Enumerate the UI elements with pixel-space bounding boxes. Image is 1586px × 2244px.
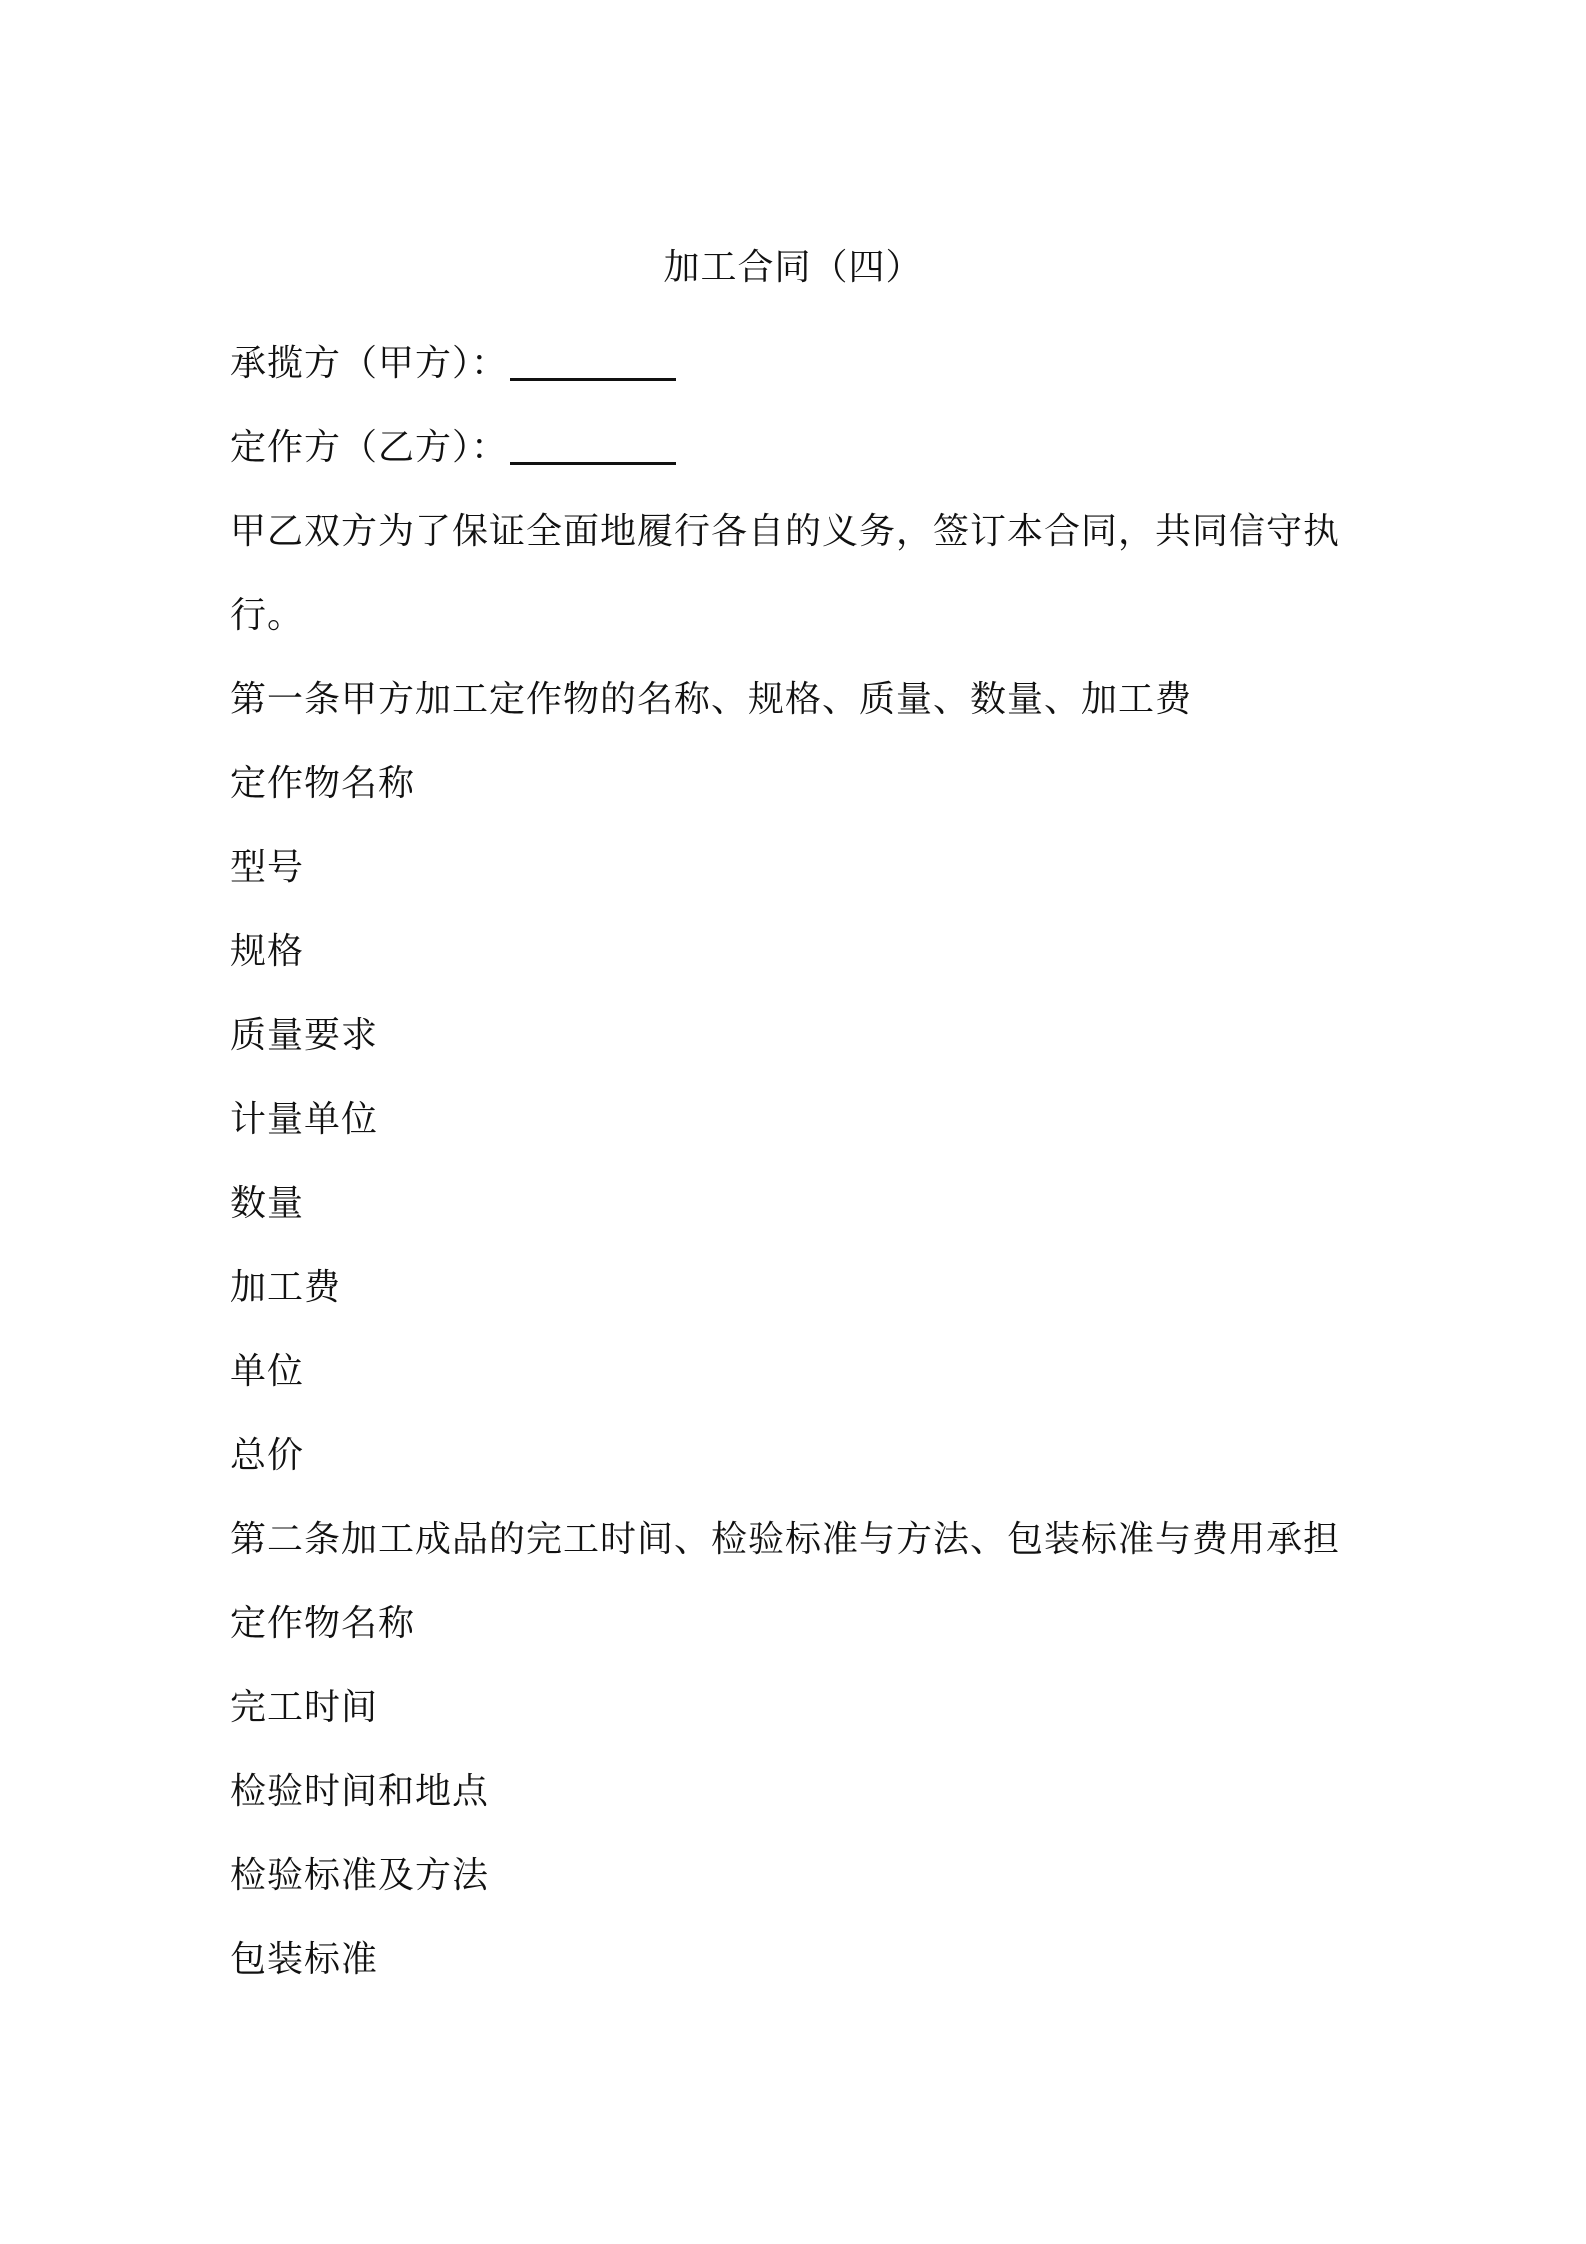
party-a-line xyxy=(230,322,1370,406)
article-2-item: 定作物名称 xyxy=(230,1603,416,1644)
article-1-item: 总价 xyxy=(230,1435,305,1476)
article-1-item: 规格 xyxy=(230,931,305,972)
party-a-label: 承揽方（甲方）： xyxy=(230,343,509,384)
article-1-item: 加工费 xyxy=(230,1267,342,1308)
article-2-item: 检验时间和地点 xyxy=(230,1771,490,1812)
article-1-item: 质量要求 xyxy=(230,1015,379,1056)
party-b-blank-field[interactable] xyxy=(510,422,676,465)
article-1-item: 定作物名称 xyxy=(230,763,416,804)
party-a-blank-field[interactable] xyxy=(510,338,676,381)
document-title: 加工合同（四） xyxy=(663,247,923,288)
party-b-line xyxy=(230,406,1370,490)
article-1-heading: 第一条甲方加工定作物的名称、规格、质量、数量、加工费 xyxy=(230,679,1193,720)
article-1-item: 单位 xyxy=(230,1351,305,1392)
article-1-item: 型号 xyxy=(230,847,305,888)
article-1-item: 计量单位 xyxy=(230,1099,379,1140)
article-2-item: 完工时间 xyxy=(230,1687,379,1728)
intro-paragraph-line-1: 甲乙双方为了保证全面地履行各自的义务，签订本合同，共同信守执 xyxy=(230,511,1341,552)
article-1-item: 数量 xyxy=(230,1183,305,1224)
article-2-item: 包装标准 xyxy=(230,1939,379,1980)
article-2-heading: 第二条加工成品的完工时间、检验标准与方法、包装标准与费用承担 xyxy=(230,1519,1341,1560)
document-body xyxy=(230,322,1370,2002)
party-b-label: 定作方（乙方）： xyxy=(230,427,509,468)
article-2-item: 检验标准及方法 xyxy=(230,1855,490,1896)
intro-paragraph-line-2: 行。 xyxy=(230,595,305,636)
